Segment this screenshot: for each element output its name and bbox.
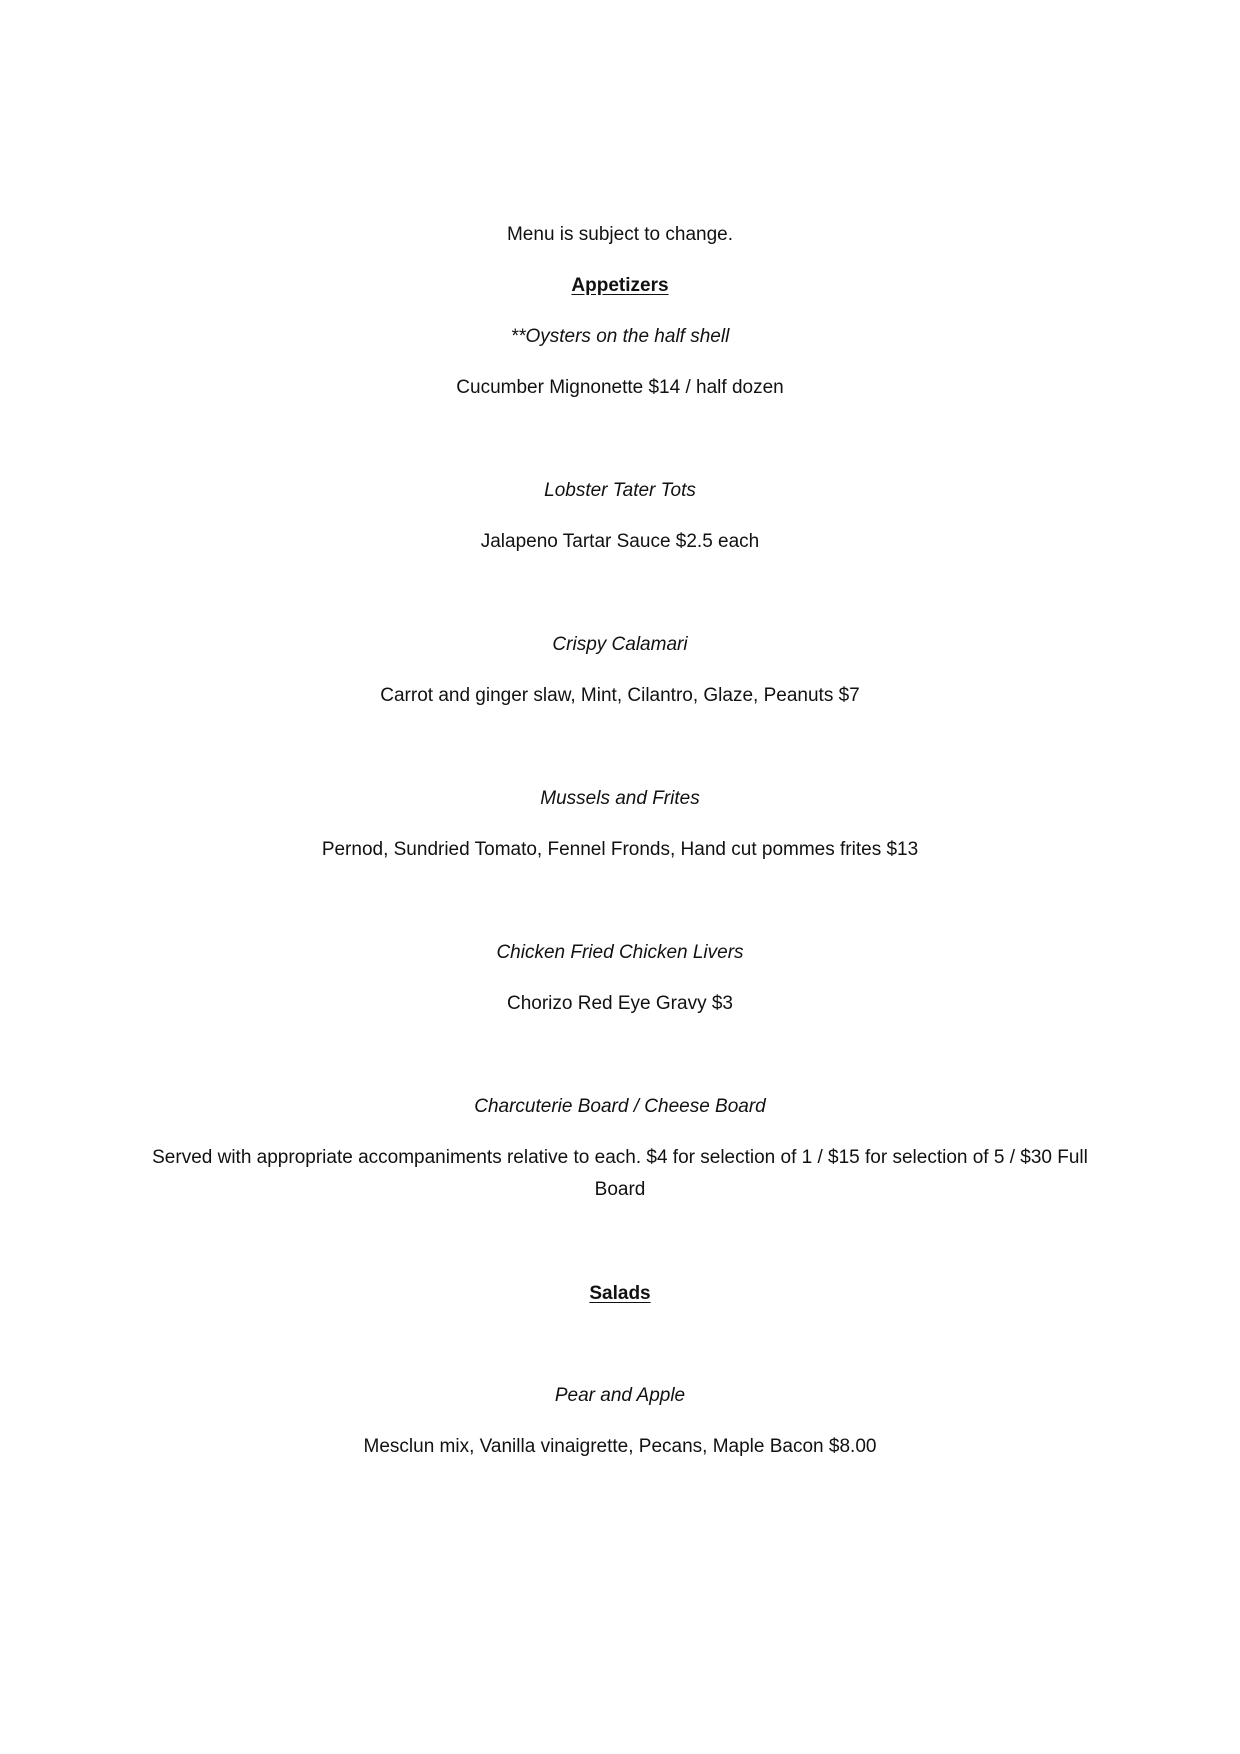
appetizers-heading: Appetizers (571, 275, 669, 296)
menu-item-description: Served with appropriate accompaniments relative to each. $4 for selection of 1 / $15 for selection of 5 / $30 Full Board (152, 1147, 1088, 1200)
menu-item-description: Cucumber Mignonette $14 / half dozen (456, 377, 784, 398)
menu-item-description: Carrot and ginger slaw, Mint, Cilantro, Glaze, Peanuts $7 (380, 685, 860, 706)
menu-item-name: Crispy Calamari (552, 634, 688, 655)
menu-item-name: Mussels and Frites (540, 788, 700, 809)
menu-item-description: Jalapeno Tartar Sauce $2.5 each (480, 531, 760, 552)
menu-item-name: Lobster Tater Tots (544, 480, 696, 501)
salads-heading: Salads (589, 1283, 651, 1304)
menu-item-name: Charcuterie Board / Cheese Board (474, 1096, 766, 1117)
menu-item-description: Pernod, Sundried Tomato, Fennel Fronds, Hand cut pommes frites $13 (321, 839, 919, 860)
menu-item-name: Chicken Fried Chicken Livers (496, 942, 744, 963)
menu-item-description: Mesclun mix, Vanilla vinaigrette, Pecans, Maple Bacon $8.00 (363, 1436, 877, 1457)
menu-notice: Menu is subject to change. (506, 224, 734, 245)
menu-item-name: Pear and Apple (554, 1385, 686, 1406)
menu-item-description: Chorizo Red Eye Gravy $3 (507, 993, 733, 1014)
menu-item-name: **Oysters on the half shell (510, 326, 730, 347)
